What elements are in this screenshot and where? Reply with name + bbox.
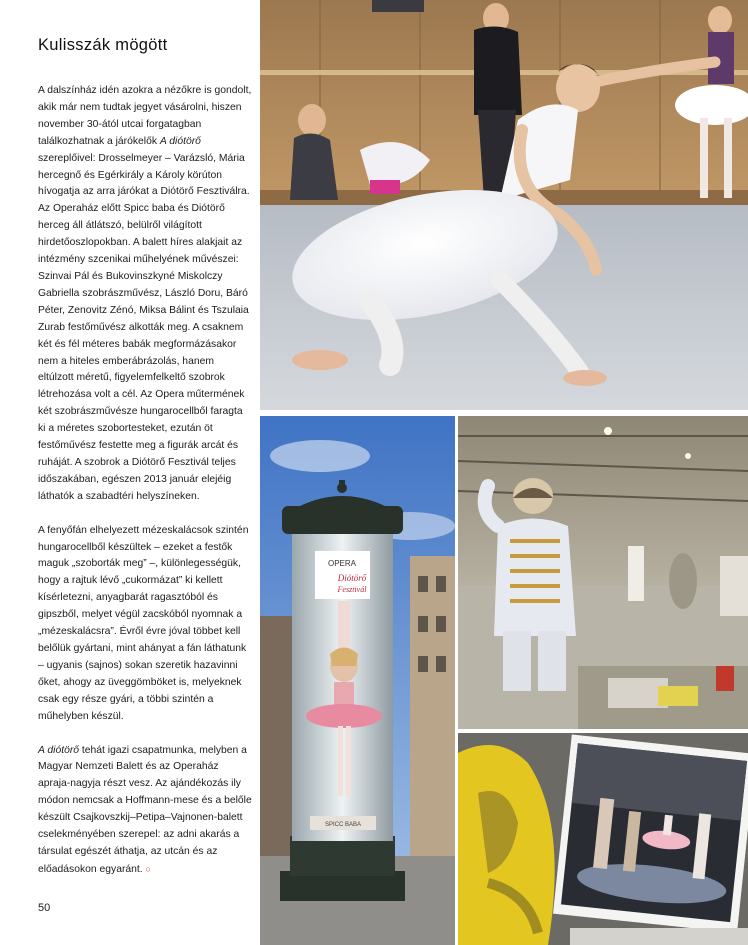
paragraph-text: szereplőivel: Drosselmeyer – Varázsló, Mária hercegnő és Egérkirály a Károly körúton hívogatja az arra járókat a Diótörő Fesztiválra. Az Operaház előtt Spicc baba és Diótörő herceg áll átlátszó, belülről világított hirdetőoszlopokban. A balett híres alakjait az intézmény szcenikai műhelyének művészei: Szinvai Pál és Bukovinszkyné Miskolczy Gabriella szobrászművész, László Doru, Báró Péter, Zenovitz Zénó, Miksa Bálint és Tszulaia Zurab festőművész alkották meg. A csaknem két és fél méteres babák megformázásakor nem a hiteles emberábrázolás, hanem eltúlzott méretű, figyelemfelkeltő szobrok létrehozása volt a cél. Az Opera műtermének két szobrászművésze hungarocellből faragta ki a méretes szobortesteket, ezután öt festőművész festette meg a figurák arcát és ruháját. A szobrok a Diótörő Fesztivál teljes időszakában, egészen 2013 január elejéig láthatók a szabadtéri helyszíneken. bbox=[38, 152, 250, 502]
column-caption: SPICC BABA bbox=[324, 822, 362, 828]
column-sign-line1: OPERA bbox=[327, 559, 357, 568]
paragraph-text: tehát igazi csapatmunka, melyben a Magyar Nemzeti Balett és az Operaház apraja-nagyja részt vesz. Az ajándékozás ily módon nemcsak a Hoffmann-mese és a belőle készült Csajkovszkij–Petipa–Vajnonen-balett cselekményében szerepel: az adni akarás a társulat egészét áthatja, az utcán és az előadásokon egyaránt. bbox=[38, 744, 252, 875]
paragraph-text: A fenyőfán elhelyezett mézeskalácsok szintén hungarocellből készültek – ezeket a festők maguk „szoborták meg” –, különlegességük, hogy a rajtuk lévő „cukormázat” ki kellett kísérletezni, anyagbarát ragasztóból és gipszből, melyet végül zacskóból nyomnak a „mézeskalácsra”. Évről évre jóval többet kell belőlük gyártani, mint ahányat a fán láthatunk – ugyanis (sajnos) sokan szeretik hazavinni őket, ahogy az üveggömböket is, melyeknek csak egy része gyári, a többi szintén a műhelyben készül. bbox=[38, 524, 249, 722]
emphasized-title: A diótörő bbox=[38, 744, 80, 756]
ballerina-rehearsal-photo bbox=[260, 0, 748, 410]
column-sign-line3: Fesztivál bbox=[337, 585, 367, 594]
article-title: Kulisszák mögött bbox=[38, 36, 168, 54]
article-body bbox=[38, 83, 252, 896]
page-number: 50 bbox=[38, 902, 51, 914]
article-paragraph bbox=[38, 83, 252, 506]
article-paragraph bbox=[38, 523, 252, 726]
emphasized-title: A diótörő bbox=[159, 135, 201, 147]
end-mark-icon: ○ bbox=[145, 863, 151, 874]
article-paragraph bbox=[38, 743, 252, 879]
text-column bbox=[0, 0, 257, 945]
paragraph-text: A dalszínház idén azokra a nézőkre is gondolt, akik már nem tudtak jegyet vásárolni, hiszen november 30-ától utcai forgatagban találkozhatnak a járókelők bbox=[38, 85, 252, 147]
workshop-statue-photo bbox=[458, 416, 748, 729]
advertising-column-photo bbox=[260, 416, 455, 945]
prints-and-paint-photo bbox=[458, 733, 748, 945]
column-sign-line2: Diótörő bbox=[337, 573, 367, 583]
